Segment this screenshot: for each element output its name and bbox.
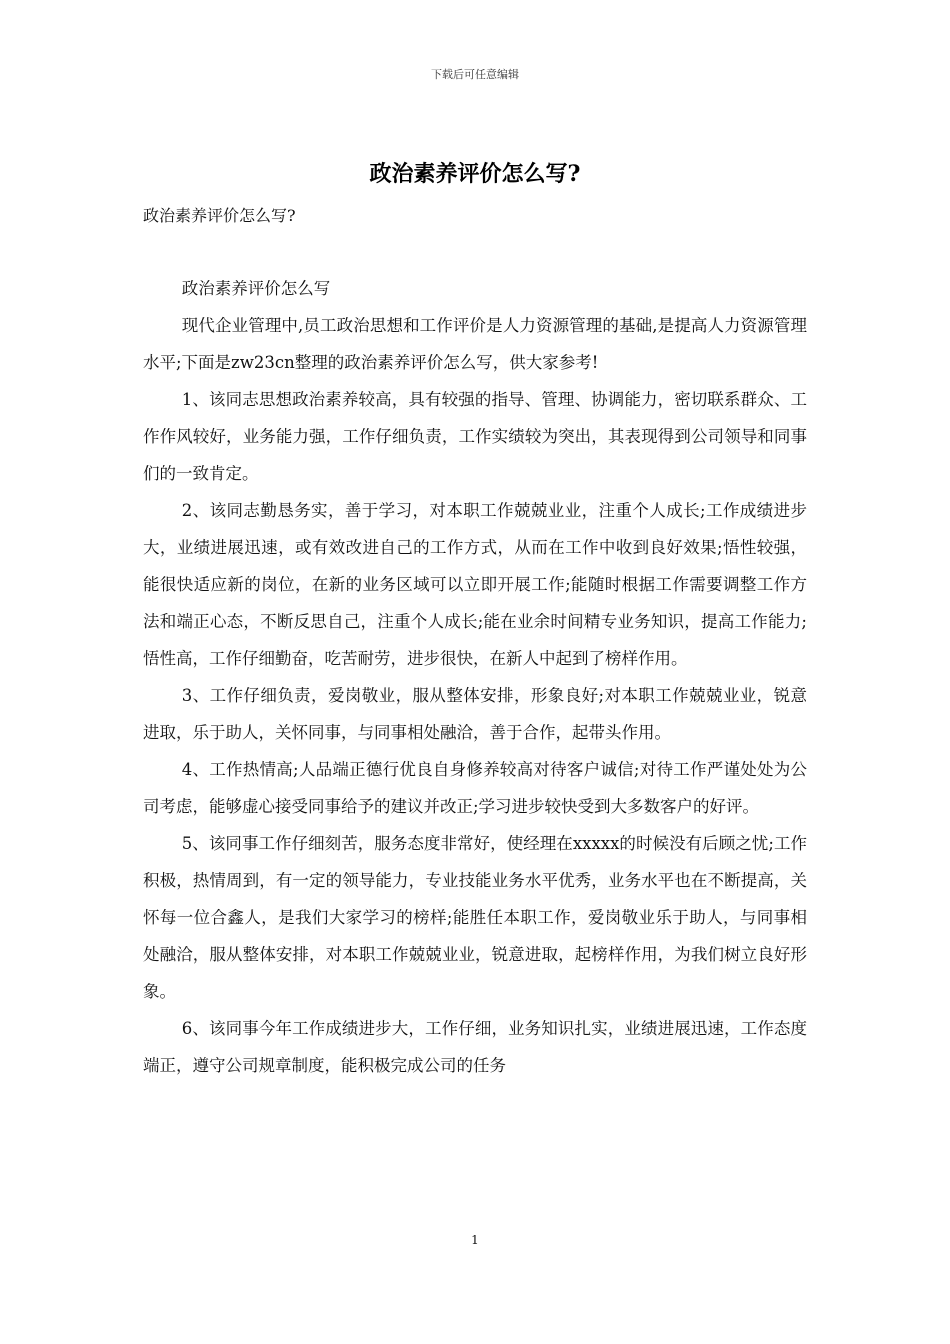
document-subtitle: 政治素养评价怎么写?	[143, 206, 296, 225]
page-number: 1	[471, 1233, 479, 1247]
evaluation-item-4: 4、工作热情高;人品端正德行优良自身修养较高对待客户诚信;对待工作严谨处处为公司考虑，能够虚心接受同事给予的建议并改正;学习进步较快受到大多数客户的好评。	[143, 760, 807, 816]
section-heading: 政治素养评价怎么写	[181, 279, 331, 298]
evaluation-item-2: 2、该同志勤恳务实，善于学习，对本职工作兢兢业业，注重个人成长;工作成绩进步大，业绩进展迅速，或有效改进自己的工作方式，从而在工作中收到良好效果;悟性较强，能很快适应新的岗位，在新的业务区域可以立即开展工作;能随时根据工作需要调整工作方法和端正心态，不断反思自己，注重个人成长;能在业余时间精专业务知识，提高工作能力;悟性高，工作仔细勤奋，吃苦耐劳，进步很快，在新人中起到了榜样作用。	[143, 501, 807, 668]
header-note: 下载后可任意编辑	[431, 68, 519, 81]
evaluation-item-3: 3、工作仔细负责，爱岗敬业，服从整体安排，形象良好;对本职工作兢兢业业，锐意进取，乐于助人，关怀同事，与同事相处融洽，善于合作，起带头作用。	[143, 686, 807, 742]
document-title: 政治素养评价怎么写?	[369, 161, 581, 187]
evaluation-item-6: 6、该同事今年工作成绩进步大，工作仔细，业务知识扎实，业绩进展迅速，工作态度端正，遵守公司规章制度，能积极完成公司的任务	[143, 1019, 807, 1075]
evaluation-item-1: 1、该同志思想政治素养较高，具有较强的指导、管理、协调能力，密切联系群众、工作作风较好，业务能力强，工作仔细负责，工作实绩较为突出，其表现得到公司领导和同事们的一致肯定。	[143, 390, 807, 483]
intro-paragraph: 现代企业管理中,员工政治思想和工作评价是人力资源管理的基础,是提高人力资源管理水平;下面是zw23cn整理的政治素养评价怎么写，供大家参考!	[143, 316, 807, 372]
evaluation-item-5: 5、该同事工作仔细刻苦，服务态度非常好，使经理在xxxxx的时候没有后顾之忧;工作积极，热情周到，有一定的领导能力，专业技能业务水平优秀，业务水平也在不断提高，关怀每一位合鑫人，是我们大家学习的榜样;能胜任本职工作，爱岗敬业乐于助人，与同事相处融洽，服从整体安排，对本职工作兢兢业业，锐意进取，起榜样作用，为我们树立良好形象。	[143, 834, 807, 1001]
document-body	[143, 270, 807, 1084]
